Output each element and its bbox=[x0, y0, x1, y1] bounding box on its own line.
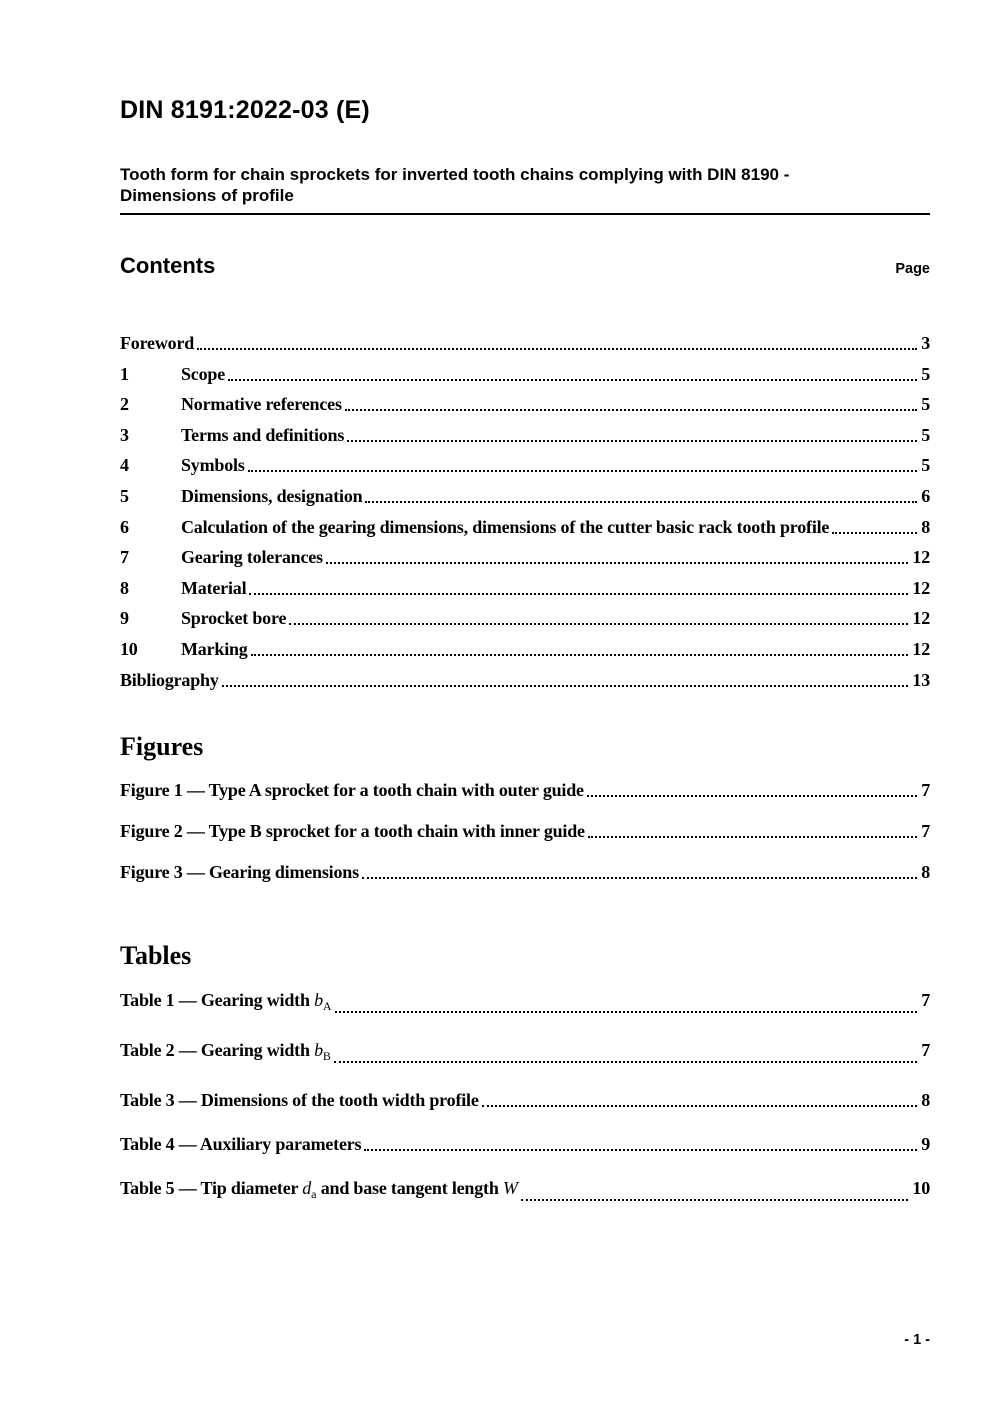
dot-leader bbox=[248, 470, 918, 472]
toc-entry bbox=[120, 485, 930, 507]
toc-entry-number: 3 bbox=[120, 424, 129, 445]
toc-entry bbox=[120, 454, 930, 476]
toc-entry bbox=[120, 669, 930, 691]
toc-entry-title: Normative references bbox=[181, 394, 342, 415]
toc-entry-title: Bibliography bbox=[120, 669, 219, 690]
toc-entry bbox=[120, 820, 930, 842]
toc-entry bbox=[120, 577, 930, 599]
toc-entry-page: 3 bbox=[921, 333, 930, 353]
toc-entry-page: 13 bbox=[912, 669, 930, 690]
toc-entry-page: 12 bbox=[912, 608, 930, 629]
dot-leader bbox=[587, 795, 917, 797]
dot-leader bbox=[251, 654, 909, 656]
toc-entry bbox=[120, 607, 930, 629]
toc-entry-number: 7 bbox=[120, 547, 129, 568]
toc-entry-title: Table 2 — Gearing width $b_B$ bbox=[120, 1039, 331, 1063]
contents-heading: Contents bbox=[120, 253, 216, 278]
figures-heading: Figures bbox=[120, 731, 204, 761]
dot-leader bbox=[364, 1149, 917, 1151]
toc-entry bbox=[120, 332, 930, 354]
dot-leader bbox=[228, 379, 917, 381]
toc-entry-number: 1 bbox=[120, 363, 129, 384]
toc-entry bbox=[120, 638, 930, 660]
page-column-label: Page bbox=[895, 261, 930, 277]
toc-entry-page: 7 bbox=[921, 989, 930, 1010]
toc-entry bbox=[120, 393, 930, 415]
toc-entry-title: Terms and definitions bbox=[181, 424, 345, 445]
toc-entry-title: Figure 2 — Type B sprocket for a tooth chain with inner guide bbox=[120, 820, 585, 841]
toc-entry bbox=[120, 424, 930, 446]
tables-list bbox=[120, 989, 930, 1205]
toc-entry-title: Figure 1 — Type A sprocket for a tooth chain with outer guide bbox=[120, 779, 584, 800]
toc-entry-number: 6 bbox=[120, 516, 129, 537]
toc-entry-title: Dimensions, designation bbox=[181, 485, 363, 506]
toc-entry-page: 9 bbox=[921, 1133, 930, 1154]
dot-leader bbox=[362, 877, 917, 879]
toc-entry bbox=[120, 1177, 930, 1205]
toc-entry-title: Figure 3 — Gearing dimensions bbox=[120, 861, 359, 882]
toc-entry-title: Marking bbox=[181, 638, 248, 659]
toc-entry-title: Gearing tolerances bbox=[181, 547, 323, 568]
dot-leader bbox=[832, 532, 917, 534]
dot-leader bbox=[345, 409, 917, 411]
toc-entry-title: Calculation of the gearing dimensions, dimensions of the cutter basic rack tooth profile bbox=[181, 516, 830, 537]
toc-entry-page: 12 bbox=[912, 638, 930, 659]
dot-leader bbox=[482, 1105, 918, 1107]
dot-leader bbox=[521, 1199, 909, 1201]
toc-entry bbox=[120, 1133, 930, 1155]
toc-entry-title: Table 3 — Dimensions of the tooth width profile bbox=[120, 1089, 479, 1110]
toc-entry-page: 7 bbox=[921, 779, 930, 800]
toc-entry bbox=[120, 1089, 930, 1111]
toc-entry bbox=[120, 779, 930, 801]
footer-page-number: - 1 - bbox=[904, 1332, 930, 1348]
dot-leader bbox=[334, 1061, 917, 1063]
toc-entry-page: 5 bbox=[921, 363, 930, 384]
toc-entry bbox=[120, 989, 930, 1017]
tables-heading: Tables bbox=[120, 940, 192, 970]
subtitle-line-2: Dimensions of profile bbox=[120, 185, 294, 205]
dot-leader bbox=[249, 593, 908, 595]
toc-entry-page: 5 bbox=[921, 455, 930, 476]
page-title: DIN 8191:2022-03 (E) bbox=[120, 96, 370, 124]
toc-entry-page: 10 bbox=[912, 1177, 930, 1198]
dot-leader bbox=[347, 440, 917, 442]
toc-entry bbox=[120, 546, 930, 568]
toc-entry-page: 5 bbox=[921, 424, 930, 445]
toc-entry-page: 8 bbox=[921, 516, 930, 537]
dot-leader bbox=[365, 501, 917, 503]
toc-entry-page: 6 bbox=[921, 485, 930, 506]
toc-entry-title: Table 5 — Tip diameter $d_a$ and base tangent length W bbox=[120, 1177, 518, 1201]
toc-entry-number: 9 bbox=[120, 608, 129, 629]
dot-leader bbox=[289, 623, 908, 625]
toc-entry-page: 12 bbox=[912, 547, 930, 568]
dot-leader bbox=[197, 348, 917, 350]
toc-entry bbox=[120, 861, 930, 883]
toc-entry-page: 12 bbox=[912, 577, 930, 598]
toc-entry-page: 7 bbox=[921, 1039, 930, 1060]
toc-entry-title: Scope bbox=[181, 363, 226, 384]
dot-leader bbox=[335, 1011, 918, 1013]
figures-list bbox=[120, 779, 930, 883]
toc-entry-title: Material bbox=[181, 577, 247, 598]
dot-leader bbox=[588, 836, 917, 838]
toc-entry bbox=[120, 363, 930, 385]
toc-entry-number: 2 bbox=[120, 394, 129, 415]
toc-entry-number: 10 bbox=[120, 638, 138, 659]
toc-entry bbox=[120, 1039, 930, 1067]
toc-entry-page: 8 bbox=[921, 861, 930, 882]
toc-entry-title: Table 4 — Auxiliary parameters bbox=[120, 1133, 362, 1154]
toc-entry-number: 5 bbox=[120, 485, 129, 506]
table-of-contents bbox=[120, 332, 930, 691]
toc-entry-number: 4 bbox=[120, 455, 129, 476]
toc-entry-number: 8 bbox=[120, 577, 129, 598]
subtitle-line-1: Tooth form for chain sprockets for inverted tooth chains complying with DIN 8190 - bbox=[120, 165, 790, 184]
toc-entry-page: 7 bbox=[921, 820, 930, 841]
toc-entry-title: Foreword bbox=[120, 333, 195, 353]
toc-entry-page: 8 bbox=[921, 1089, 930, 1110]
toc-entry bbox=[120, 516, 930, 538]
dot-leader bbox=[222, 685, 909, 687]
toc-entry-page: 5 bbox=[921, 394, 930, 415]
document-subtitle bbox=[120, 165, 930, 215]
toc-entry-title: Symbols bbox=[181, 455, 245, 476]
toc-entry-title: Sprocket bore bbox=[181, 608, 287, 629]
toc-entry-title: Table 1 — Gearing width $b_A$ bbox=[120, 989, 332, 1013]
dot-leader bbox=[326, 562, 909, 564]
contents-header bbox=[120, 253, 930, 279]
